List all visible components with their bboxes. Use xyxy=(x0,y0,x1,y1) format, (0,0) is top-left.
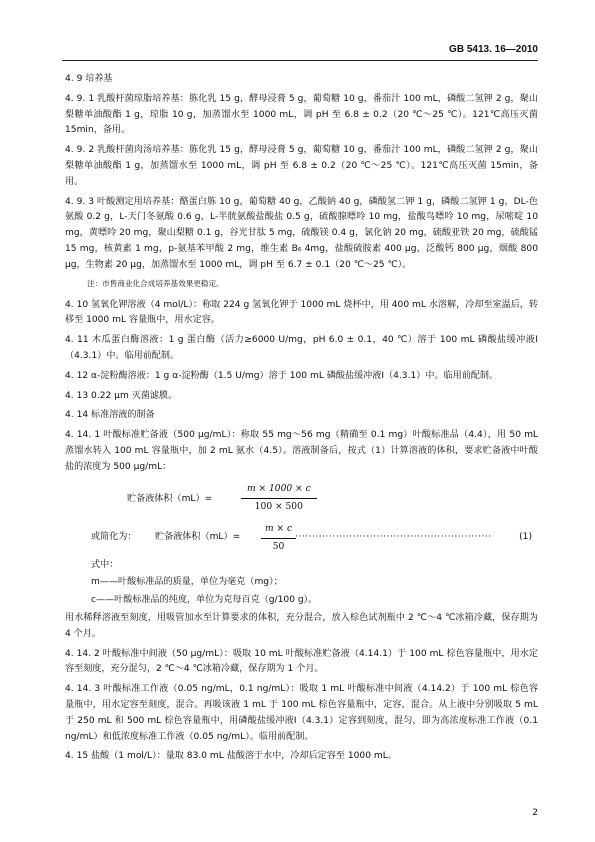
section-4-14-1-tail: 用水稀释溶液至刻度，用吸管加水至计算要求的体积，充分混合，放入棕色试剂瓶中 2 ℃～4 ℃冰箱冷藏，保存期为 4 个月。 xyxy=(65,612,538,639)
variable-c-definition: c——叶酸标准品的纯度，单位为克每百克（g/100 g）。 xyxy=(91,595,318,606)
section-4-12: 4. 12 α-淀粉酶溶液：1 g α-淀粉酶（1.5 U/mg）溶于 100 mL 磷酸盐缓冲液Ⅰ（4.3.1）中。临用前配制。 xyxy=(65,370,499,381)
section-4-14-2: 4. 14. 2 叶酸标准中间液（50 μg/mL）：吸取 10 mL 叶酸标准贮备液（4.14.1）于 100 mL 棕色容量瓶中，用水定容至刻度，充分混匀，2 ℃～4 ℃冰箱冷藏，保存期为 1 个月。 xyxy=(65,648,538,675)
fraction-bar xyxy=(261,538,296,539)
formula-simplified-lhs: 贮备液体积（mL）= xyxy=(155,531,241,542)
section-4-9-2: 4. 9. 2 乳酸杆菌肉汤培养基：胨化乳 15 g，酵母浸膏 5 g，葡萄糖 10 g，番茄汁 100 mL，磷酸二氢钾 2 g，聚山梨糖单油酸酯 1 g，加蒸馏水至 1000 mL，调 pH 至 6.8 ± 0.2（20 ℃～25 ℃）。121℃高压灭菌 15min，备用。 xyxy=(65,145,538,187)
section-4-11: 4. 11 木瓜蛋白酶溶液：1 g 蛋白酶（活力≥6000 U/mg，pH 6.0 ± 0.1，40 ℃）溶于 100 mL 磷酸盐缓冲液Ⅰ（4.3.1）中。临用前配制。 xyxy=(65,335,538,361)
section-4-14-title: 4. 14 标准溶液的制备 xyxy=(65,410,155,421)
section-4-9-3: 4. 9. 3 叶酸测定用培养基：酪蛋白胨 10 g，葡萄糖 40 g，乙酸钠 40 g，磷酸氢二钾 1 g，磷酸二氢钾 1 g，DL-色氨酸 0.2 g，L-天门冬氨酸 0.6 g，L-半胱氨酸盐酸盐 0.5 g，硫酸腺嘌呤 10 mg，盐酸鸟嘌呤 10 mg，尿嘧啶 10 mg，黄嘌呤 20 mg，聚山梨糖 0.1 g，谷光甘肽 5 mg，硫酸镁 0.4 g，氯化钠 20 mg，硫酸亚铁 20 mg，硫酸锰 15 mg，核黄素 1 mg，p-氨基苯甲酸 2 mg，维生素 B₆ 4mg，盐酸硫胺素 400 μg，泛酸钙 800 μg，烟酸 800 μg，生物素 20 μg，加蒸馏水至 1000 mL，调 pH 至 6.7 ± 0.1（20 ℃～25 ℃）。 xyxy=(65,196,538,270)
formula-simplified-denominator: 50 xyxy=(272,542,285,553)
formula-simplified xyxy=(65,522,538,552)
fraction-bar xyxy=(241,498,317,499)
standard-number: GB 5413. 16—2010 xyxy=(449,44,538,55)
section-4-9-1: 4. 9. 1 乳酸杆菌琼脂培养基：胨化乳 15 g，酵母浸膏 5 g，葡萄糖 10 g，番茄汁 100 mL，磷酸二氢钾 2 g，聚山梨糖单油酸酯 1 g，琼脂 10 g，加蒸馏水至 1000 mL，调 pH 至 6.8 ± 0.2（20 ℃～25 ℃）。121℃高压灭菌 15min，备用。 xyxy=(65,93,538,136)
formula-stock-volume xyxy=(65,482,538,516)
section-4-9-title: 4. 9 培养基 xyxy=(65,74,113,84)
formula-simplified-numerator: m × c xyxy=(265,523,293,534)
equation-number: (1) xyxy=(519,531,532,542)
section-4-15: 4. 15 盐酸（1 mol/L）：量取 83.0 mL 盐酸溶于水中，冷却后定容至 1000 mL。 xyxy=(65,751,397,762)
formula-lhs: 贮备液体积（mL）= xyxy=(127,493,213,504)
formula-simplified-prefix: 或简化为： xyxy=(91,531,137,542)
variable-m-definition: m——叶酸标准品的质量，单位为毫克（mg）； xyxy=(91,577,283,588)
note: 注：市售商业化合成培养基效果更稳定。 xyxy=(87,278,224,288)
formula-numerator: m × 1000 × c xyxy=(247,483,311,494)
header-rule xyxy=(62,60,538,61)
formula-leader-dots: ·························································· xyxy=(295,531,492,542)
section-4-10: 4. 10 氢氧化钾溶液（4 mol/L）：称取 224 g 氢氧化钾于 1000 mL 烧杯中，用 400 mL 水溶解，冷却至室温后，转移至 1000 mL 容量瓶中，用水定容。 xyxy=(65,299,538,326)
section-4-14-3: 4. 14. 3 叶酸标准工作液（0.05 ng/mL，0.1 ng/mL）：吸取 1 mL 叶酸标准中间液（4.14.2）于 100 mL 棕色容量瓶中，用水定容至刻度，混合。再吸该液 1 mL 于 100 mL 棕色容量瓶中，定容，混合。从上液中分别吸取 5 mL 于 250 mL 和 500 mL 棕色容量瓶中，用磷酸盐缓冲液Ⅰ（4.3.1）定容到刻度，混匀，即为高浓度标准工作液（0.1 ng/mL）和低浓度标准工作液（0.05 ng/mL）。临用前配制。 xyxy=(65,684,538,742)
formula-where-label: 式中： xyxy=(91,559,119,570)
formula-simplified-fraction xyxy=(261,522,296,557)
document-body xyxy=(65,72,538,769)
formula-fraction xyxy=(241,482,317,517)
section-4-13: 4. 13 0.22 μm 灭菌滤膜。 xyxy=(65,390,178,401)
page-number: 2 xyxy=(532,808,538,818)
section-4-14-1: 4. 14. 1 叶酸标准贮备液（500 μg/mL）：称取 55 mg～56 mg（精确至 0.1 mg）叶酸标准品（4.4），用 50 mL 蒸馏水转入 100 mL 容量瓶中，加 2 mL 氨水（4.5）。溶液制备后，按式（1）计算溶液的体积，要求贮备液中叶酸盐的浓度为 500 μg/mL： xyxy=(65,430,538,472)
formula-denominator: 100 × 500 xyxy=(254,502,303,513)
